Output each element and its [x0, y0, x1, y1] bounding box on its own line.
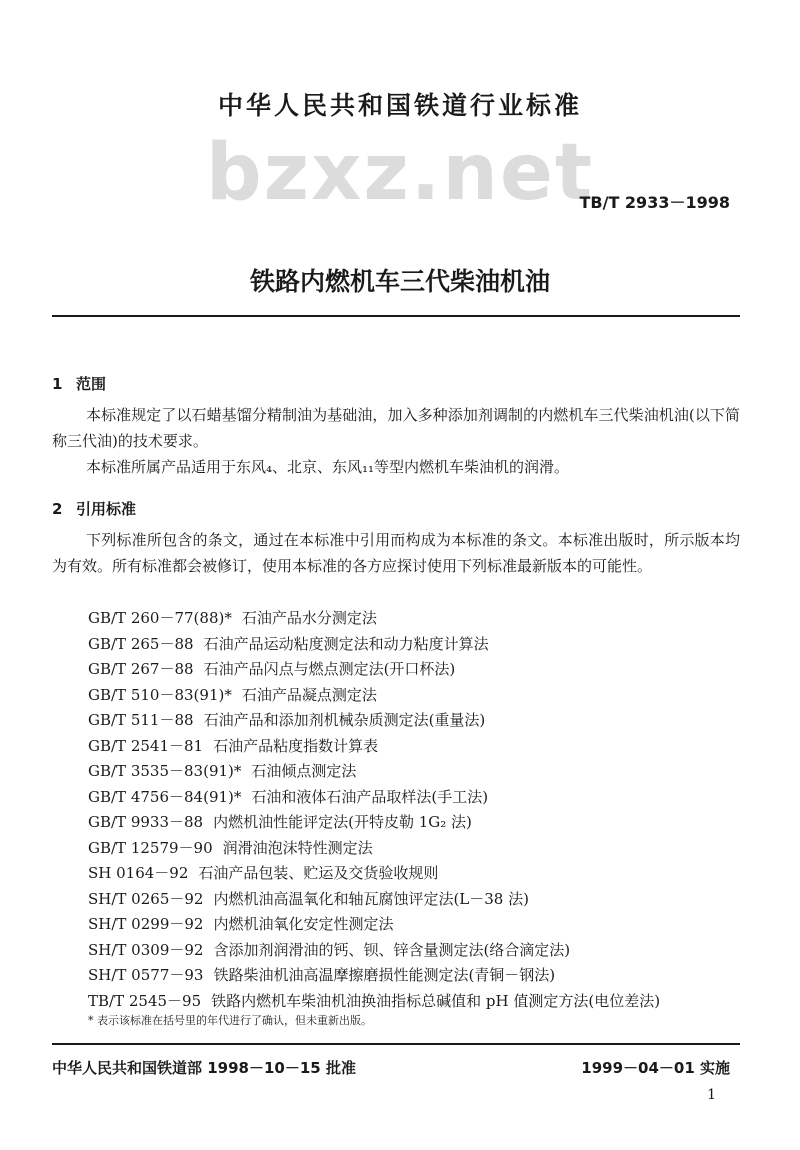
- reference-code: TB/T 2545－95: [88, 991, 202, 1010]
- standard-number: TB/T 2933－1998: [579, 193, 730, 212]
- reference-name: 内燃机油高温氧化和轴瓦腐蚀评定法(L－38 法): [213, 889, 529, 908]
- reference-name: 铁路柴油机油高温摩擦磨损性能测定法(青铜－钢法): [213, 966, 556, 984]
- reference-item: [88, 989, 660, 1015]
- reference-item: [88, 861, 660, 887]
- watermark: bzxz.net: [205, 128, 595, 218]
- reference-name: 石油产品水分测定法: [241, 609, 377, 627]
- scope-paragraph: 本标准所属产品适用于东风₄、北京、东风₁₁等型内燃机车柴油机的润滑。: [86, 458, 570, 476]
- reference-name: 石油倾点测定法: [251, 762, 357, 780]
- reference-name: 石油产品凝点测定法: [241, 685, 377, 704]
- page-number: 1: [707, 1087, 716, 1103]
- reference-item: [88, 759, 660, 785]
- reference-item: [88, 657, 660, 683]
- reference-name: 内燃机油氧化安定性测定法: [213, 915, 394, 933]
- reference-code: GB/T 2541－81: [88, 736, 204, 755]
- reference-item: [88, 734, 660, 760]
- reference-item: [88, 785, 660, 811]
- reference-name: 内燃机油性能评定法(开特皮勒 1G₂ 法): [213, 813, 472, 831]
- reference-name: 石油产品运动粘度测定法和动力粘度计算法: [203, 634, 489, 653]
- issuing-authority-header: 中华人民共和国铁道行业标准: [217, 91, 582, 120]
- reference-item: [88, 836, 660, 862]
- reference-code: GB/T 4756－84(91)*: [88, 787, 242, 806]
- reference-name: 铁路内燃机车柴油机油换油指标总碱值和 pH 值测定方法(电位差法): [211, 991, 661, 1010]
- reference-name: 石油产品和添加剂机械杂质测定法(重量法): [203, 711, 486, 729]
- reference-name: 石油产品包装、贮运及交货验收规则: [198, 864, 439, 882]
- implementation-date: 1999－04－01 实施: [581, 1059, 730, 1077]
- reference-item: [88, 938, 660, 964]
- reference-code: GB/T 3535－83(91)*: [88, 762, 242, 780]
- section-title: 范围: [76, 375, 107, 393]
- reference-code: SH/T 0265－92: [88, 889, 204, 908]
- reference-code: GB/T 260－77(88)*: [88, 609, 232, 627]
- section-number: 2: [52, 500, 63, 518]
- footnote: * 表示该标准在括号里的年代进行了确认，但未重新出版。: [88, 1014, 372, 1027]
- reference-name: 石油产品粘度指数计算表: [213, 736, 379, 755]
- section-number: 1: [52, 375, 63, 393]
- reference-item: [88, 963, 660, 989]
- section-title: 引用标准: [76, 500, 137, 518]
- reference-item: [88, 632, 660, 658]
- reference-code: GB/T 265－88: [88, 634, 194, 653]
- section-heading-references: [52, 498, 136, 519]
- reference-code: GB/T 267－88: [88, 660, 194, 678]
- reference-name: 石油和液体石油产品取样法(手工法): [251, 787, 489, 806]
- reference-code: GB/T 510－83(91)*: [88, 685, 232, 704]
- reference-code: GB/T 9933－88: [88, 813, 204, 831]
- reference-code: SH/T 0577－93: [88, 966, 204, 984]
- reference-code: GB/T 511－88: [88, 711, 194, 729]
- title-divider: [52, 315, 740, 317]
- reference-item: [88, 683, 660, 709]
- footer-divider: [52, 1043, 740, 1045]
- reference-item: [88, 912, 660, 938]
- reference-item: [88, 606, 660, 632]
- reference-code: SH 0164－92: [88, 864, 189, 882]
- reference-item: [88, 708, 660, 734]
- reference-item: [88, 810, 660, 836]
- references-intro-paragraph: 下列标准所包含的条文，通过在本标准中引用而构成为本标准的条文。本标准出版时，所示版本均为有效。所有标准都会被修订，使用本标准的各方应探讨使用下列标准最新版本的可能性。: [52, 531, 740, 575]
- reference-code: GB/T 12579－90: [88, 838, 213, 857]
- document-title: 铁路内燃机车三代柴油机油: [249, 267, 550, 296]
- reference-name: 润滑油泡沫特性测定法: [222, 838, 373, 857]
- reference-item: [88, 887, 660, 913]
- section-heading-scope: [52, 373, 106, 394]
- reference-name: 含添加剂润滑油的钙、钡、锌含量测定法(络合滴定法): [213, 940, 571, 959]
- scope-paragraph: 本标准规定了以石蜡基馏分精制油为基础油，加入多种添加剂调制的内燃机车三代柴油机油(以下简称三代油)的技术要求。: [52, 406, 740, 450]
- reference-list: [88, 606, 660, 1014]
- approval-statement: 中华人民共和国铁道部 1998－10－15 批准: [52, 1059, 356, 1077]
- reference-code: SH/T 0299－92: [88, 915, 204, 933]
- reference-code: SH/T 0309－92: [88, 940, 204, 959]
- reference-name: 石油产品闪点与燃点测定法(开口杯法): [203, 660, 456, 678]
